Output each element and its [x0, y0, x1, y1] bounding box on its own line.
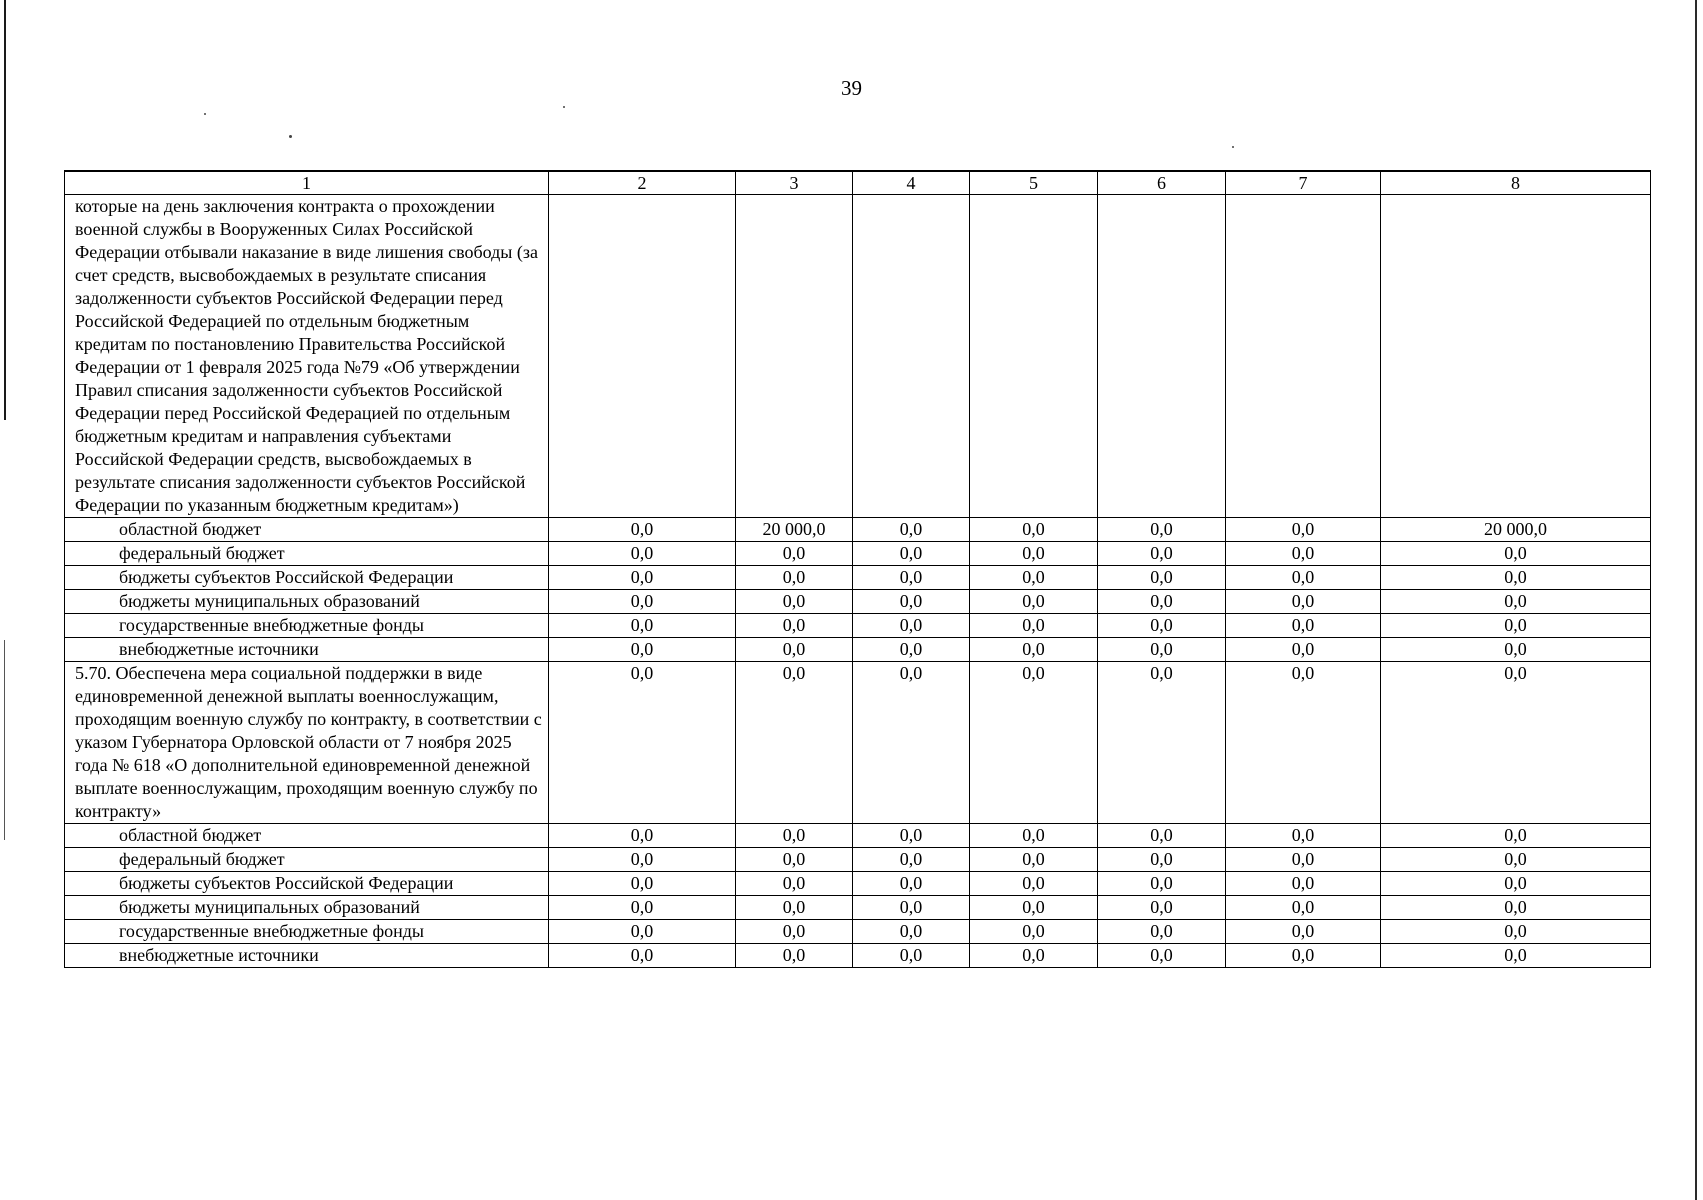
value-cell: 0,0: [1098, 614, 1226, 638]
value-cell: 0,0: [853, 896, 970, 920]
value-cell: 0,0: [1098, 896, 1226, 920]
table-row: [65, 542, 1651, 566]
value-cell: 0,0: [736, 638, 853, 662]
value-cell: 0,0: [1381, 824, 1651, 848]
value-cell: 0,0: [1226, 848, 1381, 872]
value-cell: 0,0: [970, 848, 1098, 872]
value-cell: 0,0: [1381, 920, 1651, 944]
value-cell: 0,0: [549, 896, 736, 920]
value-cell: 0,0: [970, 566, 1098, 590]
column-header: 6: [1098, 171, 1226, 195]
value-cell: 0,0: [1098, 518, 1226, 542]
value-cell: 0,0: [1098, 638, 1226, 662]
value-cell: 0,0: [549, 944, 736, 968]
value-cell: 0,0: [1226, 590, 1381, 614]
row-description: 5.70. Обеспечена мера социальной поддержки в виде единовременной денежной выплаты военнослужащим, проходящим военную службу по контракту, в соответствии с указом Губернатора Орловской области от 7 ноября 2025 года № 618 «О дополнительной единовременной денежной выплате военнослужащим, проходящим военную службу по контракту»: [65, 662, 549, 824]
table-row: [65, 638, 1651, 662]
value-cell: 0,0: [1098, 566, 1226, 590]
scan-border-right: [1695, 0, 1697, 1200]
value-cell: 0,0: [970, 542, 1098, 566]
value-cell: 0,0: [1098, 824, 1226, 848]
column-header: 5: [970, 171, 1098, 195]
table-row: [65, 590, 1651, 614]
value-cell: 0,0: [853, 872, 970, 896]
value-cell: 0,0: [970, 920, 1098, 944]
row-description: федеральный бюджет: [65, 542, 549, 566]
value-cell: 0,0: [549, 848, 736, 872]
table-row: [65, 662, 1651, 824]
value-cell: 0,0: [1098, 920, 1226, 944]
table-row: [65, 920, 1651, 944]
scan-border-left: [4, 0, 6, 420]
row-description: областной бюджет: [65, 518, 549, 542]
value-cell: [853, 195, 970, 518]
table-row: [65, 944, 1651, 968]
budget-table: [64, 170, 1651, 968]
value-cell: 0,0: [970, 944, 1098, 968]
value-cell: 0,0: [549, 614, 736, 638]
value-cell: 0,0: [1098, 542, 1226, 566]
row-description: государственные внебюджетные фонды: [65, 920, 549, 944]
value-cell: 0,0: [736, 542, 853, 566]
table-row: [65, 614, 1651, 638]
value-cell: 0,0: [549, 872, 736, 896]
value-cell: 0,0: [1226, 824, 1381, 848]
value-cell: 0,0: [853, 824, 970, 848]
value-cell: 0,0: [1381, 848, 1651, 872]
value-cell: 0,0: [549, 824, 736, 848]
value-cell: 0,0: [1226, 896, 1381, 920]
value-cell: [1098, 195, 1226, 518]
value-cell: 0,0: [736, 662, 853, 824]
value-cell: 0,0: [853, 614, 970, 638]
value-cell: 0,0: [736, 566, 853, 590]
column-header: 7: [1226, 171, 1381, 195]
value-cell: 0,0: [549, 590, 736, 614]
table-row: [65, 824, 1651, 848]
value-cell: 0,0: [970, 638, 1098, 662]
row-description: бюджеты муниципальных образований: [65, 896, 549, 920]
value-cell: 0,0: [1226, 566, 1381, 590]
value-cell: 0,0: [970, 896, 1098, 920]
value-cell: [1381, 195, 1651, 518]
row-description: государственные внебюджетные фонды: [65, 614, 549, 638]
value-cell: 0,0: [1226, 944, 1381, 968]
value-cell: 0,0: [1226, 638, 1381, 662]
value-cell: [1226, 195, 1381, 518]
value-cell: 0,0: [1098, 590, 1226, 614]
column-header: 1: [65, 171, 549, 195]
scan-speck: [563, 106, 565, 108]
value-cell: 0,0: [549, 920, 736, 944]
value-cell: 0,0: [1098, 848, 1226, 872]
value-cell: 0,0: [853, 638, 970, 662]
row-description: бюджеты субъектов Российской Федерации: [65, 872, 549, 896]
table-row: [65, 872, 1651, 896]
column-header: 4: [853, 171, 970, 195]
value-cell: 0,0: [1381, 638, 1651, 662]
scan-speck: [1232, 146, 1234, 148]
value-cell: 0,0: [1381, 542, 1651, 566]
value-cell: [970, 195, 1098, 518]
value-cell: 0,0: [970, 590, 1098, 614]
row-description: бюджеты муниципальных образований: [65, 590, 549, 614]
value-cell: 0,0: [1381, 896, 1651, 920]
value-cell: 0,0: [1381, 614, 1651, 638]
value-cell: 20 000,0: [1381, 518, 1651, 542]
value-cell: 0,0: [549, 638, 736, 662]
row-description: внебюджетные источники: [65, 638, 549, 662]
row-description: областной бюджет: [65, 824, 549, 848]
value-cell: 0,0: [853, 920, 970, 944]
value-cell: 0,0: [736, 614, 853, 638]
value-cell: 0,0: [1098, 662, 1226, 824]
row-description: бюджеты субъектов Российской Федерации: [65, 566, 549, 590]
value-cell: 0,0: [853, 662, 970, 824]
value-cell: 0,0: [549, 518, 736, 542]
scan-speck: [289, 135, 292, 138]
value-cell: 0,0: [736, 848, 853, 872]
value-cell: 0,0: [1098, 872, 1226, 896]
table-header-row: [65, 171, 1651, 195]
value-cell: 0,0: [549, 662, 736, 824]
value-cell: 0,0: [970, 662, 1098, 824]
value-cell: 0,0: [970, 518, 1098, 542]
row-description: которые на день заключения контракта о прохождении военной службы в Вооруженных Силах Российской Федерации отбывали наказание в виде лишения свободы (за счет средств, высвобождаемых в результате списания задолженности субъектов Российской Федерации перед Российской Федерацией по отдельным бюджетным кредитам по постановлению Правительства Российской Федерации от 1 февраля 2025 года №79 «Об утверждении Правил списания задолженности субъектов Российской Федерации перед Российской Федерацией по отдельным бюджетным кредитам и направления субъектами Российской Федерации средств, высвобождаемых в результате списания задолженности субъектов Российской Федерации по указанным бюджетным кредитам»): [65, 195, 549, 518]
value-cell: [549, 195, 736, 518]
value-cell: 0,0: [1381, 944, 1651, 968]
scan-speck: [204, 113, 206, 115]
value-cell: 0,0: [1226, 614, 1381, 638]
table-row: [65, 896, 1651, 920]
table-row: [65, 195, 1651, 518]
value-cell: 0,0: [1381, 566, 1651, 590]
value-cell: 0,0: [970, 824, 1098, 848]
value-cell: 0,0: [736, 872, 853, 896]
value-cell: 20 000,0: [736, 518, 853, 542]
value-cell: 0,0: [1381, 662, 1651, 824]
value-cell: 0,0: [853, 566, 970, 590]
table-row: [65, 566, 1651, 590]
value-cell: 0,0: [736, 896, 853, 920]
scan-border-left-lower: [4, 640, 5, 840]
value-cell: 0,0: [853, 944, 970, 968]
value-cell: 0,0: [549, 566, 736, 590]
value-cell: 0,0: [970, 872, 1098, 896]
value-cell: 0,0: [549, 542, 736, 566]
value-cell: 0,0: [1226, 872, 1381, 896]
value-cell: 0,0: [970, 614, 1098, 638]
value-cell: 0,0: [853, 542, 970, 566]
value-cell: 0,0: [1226, 518, 1381, 542]
value-cell: 0,0: [853, 518, 970, 542]
row-description: федеральный бюджет: [65, 848, 549, 872]
table-row: [65, 848, 1651, 872]
value-cell: 0,0: [1381, 872, 1651, 896]
value-cell: 0,0: [853, 590, 970, 614]
value-cell: [736, 195, 853, 518]
column-header: 3: [736, 171, 853, 195]
value-cell: 0,0: [1381, 590, 1651, 614]
row-description: внебюджетные источники: [65, 944, 549, 968]
value-cell: 0,0: [736, 824, 853, 848]
value-cell: 0,0: [736, 944, 853, 968]
value-cell: 0,0: [736, 920, 853, 944]
value-cell: 0,0: [1098, 944, 1226, 968]
column-header: 8: [1381, 171, 1651, 195]
table-row: [65, 518, 1651, 542]
value-cell: 0,0: [736, 590, 853, 614]
value-cell: 0,0: [1226, 662, 1381, 824]
page-number: 39: [841, 76, 862, 100]
value-cell: 0,0: [853, 848, 970, 872]
value-cell: 0,0: [1226, 920, 1381, 944]
column-header: 2: [549, 171, 736, 195]
value-cell: 0,0: [1226, 542, 1381, 566]
